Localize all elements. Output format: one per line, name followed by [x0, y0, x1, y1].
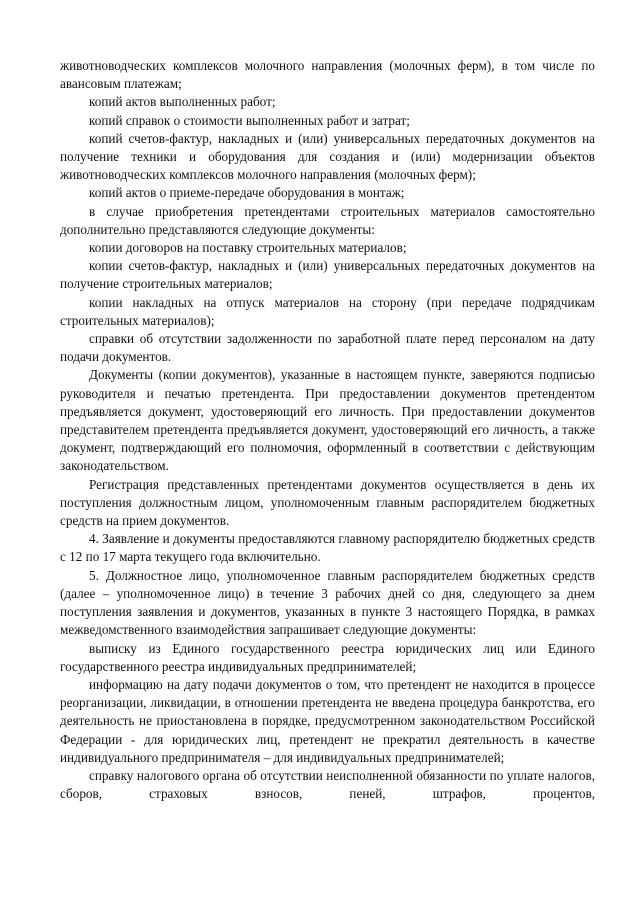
paragraph: Документы (копии документов), указанные в настоящем пункте, заверяются подписью руководителя и печатью претендента. При предоставлении документов претендентом предъявляется документ, удостоверяющий его личность. При предоставлении документов представителем претендента предъявляется документ, удостоверяющий его личность, а также документ, подтверждающий его полномочия, оформленный в соответствии с действующим законодательством. [60, 367, 595, 474]
paragraph: 5. Должностное лицо, уполномоченное главным распорядителем бюджетных средств (далее – уполномоченное лицо) в течение 3 рабочих дней со дня, следующего за днем поступления заявления и документов, указанных в пункте 3 настоящего Порядка, в рамках межведомственного взаимодействия запрашивает следующие документы: [60, 567, 595, 638]
paragraph: выписку из Единого государственного реестра юридических лиц или Единого государственного реестра индивидуальных предпринимателей; [60, 640, 595, 674]
paragraph: копии договоров на поставку строительных материалов; [89, 240, 407, 256]
paragraph: копий счетов-фактур, накладных и (или) универсальных передаточных документов на получение техники и оборудования для создания и (или) модернизации объектов животноводческих комплексов молочного направления (молочных ферм); [60, 130, 595, 183]
paragraph: справки об отсутствии задолженности по заработной плате перед персоналом на дату подачи документов. [60, 331, 595, 365]
paragraph: в случае приобретения претендентами строительных материалов самостоятельно дополнительно представляются следующие документы: [60, 203, 595, 237]
paragraph: копий актов выполненных работ; [89, 94, 276, 110]
paragraph: информацию на дату подачи документов о том, что претендент не находится в процессе реорганизации, ликвидации, в отношении претендента не введена процедура банкротства, его деятельность не приостановлена в порядке, предусмотренном законодательством Российской Федерации - для юридических лиц, претендент не прекратил деятельность в качестве индивидуального предпринимателя – для индивидуальных предпринимателей; [60, 676, 595, 765]
paragraph: животноводческих комплексов молочного направления (молочных ферм), в том числе по авансовым платежам; [60, 58, 595, 92]
paragraph: копий справок о стоимости выполненных работ и затрат; [89, 112, 410, 128]
paragraph: копии счетов-фактур, накладных и (или) универсальных передаточных документов на получение строительных материалов; [60, 258, 595, 292]
paragraph: копий актов о приеме-передаче оборудования в монтаж; [89, 185, 405, 201]
paragraph: Регистрация представленных претендентами документов осуществляется в день их поступления должностным лицом, уполномоченным главным распорядителем бюджетных средств на прием документов. [60, 476, 595, 529]
paragraph: копии накладных на отпуск материалов на сторону (при передаче подрядчикам строительных материалов); [60, 294, 595, 328]
paragraph: справку налогового органа об отсутствии неисполненной обязанности по уплате налогов, сборов, страховых взносов, пеней, штрафов, процентов, [60, 767, 595, 802]
paragraph: 4. Заявление и документы предоставляются главному распорядителю бюджетных средств с 12 по 17 марта текущего года включительно. [60, 531, 595, 565]
document-page [60, 57, 595, 803]
